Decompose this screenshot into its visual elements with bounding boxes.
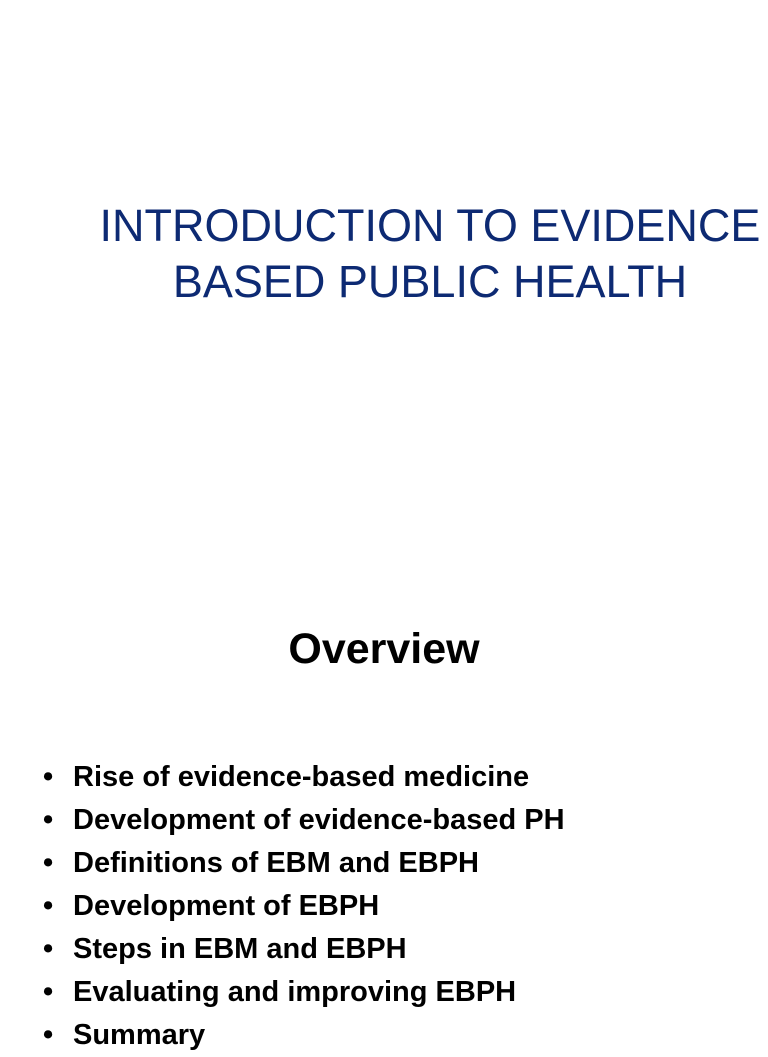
list-item-text: Summary xyxy=(73,1019,206,1051)
overview-bullet-list xyxy=(43,756,565,1057)
list-item-text: Development of EBPH xyxy=(73,890,380,922)
bullet-icon: • xyxy=(43,976,54,1008)
list-item xyxy=(43,1014,565,1057)
bullet-icon: • xyxy=(43,847,54,879)
list-item-text: Steps in EBM and EBPH xyxy=(73,933,407,965)
list-item-text: Rise of evidence-based medicine xyxy=(73,761,530,793)
list-item xyxy=(43,799,565,842)
bullet-icon: • xyxy=(43,890,54,922)
slide-title-line-1: INTRODUCTION TO EVIDENCE xyxy=(99,200,761,251)
list-item-text: Development of evidence-based PH xyxy=(73,804,565,836)
bullet-icon: • xyxy=(43,933,54,965)
list-item xyxy=(43,971,565,1014)
overview-heading: Overview xyxy=(288,625,480,673)
bullet-icon: • xyxy=(43,761,54,793)
list-item xyxy=(43,842,565,885)
slide-title xyxy=(0,198,768,310)
bullet-icon: • xyxy=(43,1019,54,1051)
slide-title-line-2: BASED PUBLIC HEALTH xyxy=(172,256,688,307)
list-item-text: Evaluating and improving EBPH xyxy=(73,976,517,1008)
list-item-text: Definitions of EBM and EBPH xyxy=(73,847,479,879)
list-item xyxy=(43,756,565,799)
list-item xyxy=(43,928,565,971)
bullet-icon: • xyxy=(43,804,54,836)
list-item xyxy=(43,885,565,928)
